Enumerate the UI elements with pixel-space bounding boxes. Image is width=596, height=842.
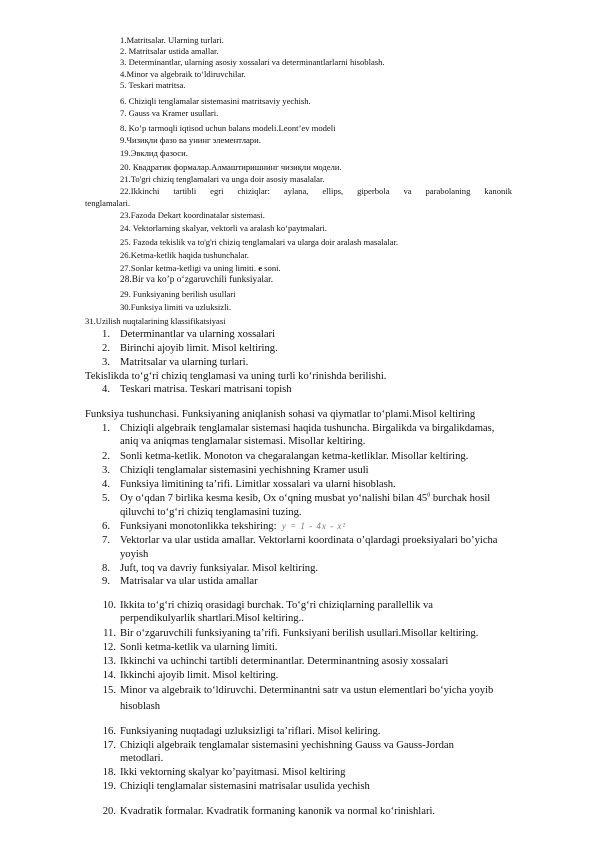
list-item: 2. Matritsalar ustida amallar. [120,46,219,56]
list-item: 30.Funksiya limiti va uzluksizli. [120,302,231,312]
list-item: 4.Minor va algebraik to’ldiruvchilar. [120,69,246,79]
list-item-continuation: metodlari. [120,753,164,764]
list-item-continuation: perpendikulyarlik shartlari.Misol keltiring.. [120,613,304,624]
list-item: 27.Sonlar ketma-ketligi va uning limiti. e soni. [120,263,281,273]
paragraph: Tekislikda to‘g‘ri chiziq tenglamasi va uning turli ko‘rinishda berilishi. [85,371,387,382]
list-item: 1.Matritsalar. Ularning turlari. [120,35,224,45]
list-item: 21.To'gri chiziq tenglamalari va unga doir asosiy masalalar. [120,174,325,184]
list-item: 3. Determinantlar, ularning asosiy xossalari va determinantlarlarni hisoblash. [120,57,385,67]
list-item: 26.Ketma-ketlik haqida tushunchalar. [120,250,249,260]
list-item: 6. Chiziqli tenglamalar sistemasini matritsaviy yechish. [120,96,311,106]
list-item: 19.Эвклид фазоси. [120,148,188,158]
list-item: 5. Teskari matritsa. [120,80,186,90]
list-item: 25. Fazoda tekislik va to'g'ri chiziq tenglamalari va ularga doir aralash masalalar. [120,237,399,247]
list-item: 31.Uzilish nuqtalarining klassifikatsiyasi [85,316,226,326]
list-item-continuation: qiluvchi to‘g‘ri chiziq tenglamasini tuzing. [120,507,302,518]
formula: y = 1 - 4x - x² [281,521,347,531]
paragraph: Funksiya tushunchasi. Funksiyaning aniqlanish sohasi va qiymatlar to‘plami.Misol keltiring [85,409,476,420]
list-item-continuation: yoyish [120,549,149,560]
list-item-continuation: hisoblash [120,701,161,712]
list-item: 20. Квадратик формалар.Алмаштиришнинг чизиқли модели. [120,162,342,172]
list-item: 22.Ikkinchi tartibli egri chiziqlar: aylana, ellips, giperbola va parabolaning kanonik [120,186,512,196]
list-item: 7. Gauss va Kramer usullari. [120,108,219,118]
list-item: 23.Fazoda Dekart koordinatalar sistemasi. [120,210,265,220]
list-item-continuation: aniq va aniqmas tenglamalar sistemasi. Misollar keltiring. [120,436,366,447]
list-item: 8. Ko’p tarmoqli iqtisod uchun balans modeli.Leont’ev modeli [120,123,336,133]
list-item-continuation: tenglamalari. [85,198,131,208]
list-item: 28.Bir va ko’p o‘zgaruvchili funksiyalar. [120,275,274,285]
document-page: 1.Matritsalar. Ularning turlari. 2. Matritsalar ustida amallar. 3. Determinantlar, ularning asosiy xossalari va determinantlarlarni hisoblash. 4.Minor va algebraik to’ldiruvchilar. 5. Teskari matritsa. 6. Chiziqli tenglamalar sistemasini matritsaviy yechish. 7. Gauss va Kramer usullari. 8. Ko’p tarmoqli iqtisod uchun balans modeli.Leont’ev modeli 9.Чизиқли фазо ва унинг элементлари. 19.Эвклид фазоси. 20. Квадратик формалар.Алмаштиришнинг чизиқли модели. 21.To'gri chiziq tenglamalari va unga doir asosiy masalalar. 22.Ikkinchi tartibli egri chiziqlar: aylana, ellips, giperbola va parabolaning kanonik tenglamalari. 23.Fazoda Dekart koordinatalar sistemasi. 24. Vektorlarning skalyar, vektorli va aralash ko‘paytmalari. 25. Fazoda tekislik va to'g'ri chiziq tenglamalari va ularga doir aralash masalalar. 26.Ketma-ketlik haqida tushunchalar. 27.Sonlar ketma-ketligi va uning limiti. e soni. 28.Bir va ko’p o‘zgaruvchili funksiyalar. 29. Funksiyaning berilish usullari 30.Funksiya limiti va uzluksizli. 31.Uzilish nuqtalarining klassifikatsiyasi 1. Determinantlar va ularning xossalari 2. Birinchi ajoyib limit. Misol keltiring. 3. Matritsalar va ularning turlari. Tekislikda to‘g‘ri chiziq tenglamasi va uning turli ko‘rinishda berilishi. 4. Teskari matrisa. Teskari matrisani topish Funksiya tushunchasi. Funksiyaning aniqlanish sohasi va qiymatlar to‘plami.Misol keltiring 1. Chiziqli algebraik tenglamalar sistemasi haqida tushuncha. Birgalikda va birgalikdamas, aniq va aniqmas tenglamalar sistemasi. Misollar keltiring. 2. Sonli ketma-ketlik. Monoton va chegaralangan ketma-ketliklar. Misollar keltiring. 3. Chiziqli tenglamalar sistemasini yechishning Kramer usuli 4. Funksiya limitining ta’rifi. Limitlar xossalari va ularni hisoblash. 5. Oy o‘qdan 7 birlika kesma kesib, Ox o‘qning musbat yo‘nalishi bilan $45^0$ burchak hosil qiluvchi to‘g‘ri chiziq tenglamasini tuzing. 6. Funksiyani monotonlikka tekshiring: y = 1 - 4x - x² 7. Vektorlar va ular ustida amallar. Vektorlarni koordinata o’qlardagi proeksiyalari bo’yicha yoyish 8. Juft, toq va davriy funksiyalar. Misol keltiring. 9. Matrisalar va ular ustida amallar 10. Ikkita to‘g‘ri chiziq orasidagi burchak. To‘g‘ri chiziqlarning parallellik va perpendikulyarlik shartlari.Misol keltiring.. 11. Bir o‘zgaruvchili funksiyaning ta’rifi. Funksiyani berilish usullari.Misollar keltiring. 12. Sonli ketma-ketlik va ularning limiti. 13. Ikkinchi va uchinchi tartibli determinantlar. Determinantning asosiy xossalari 14. Ikkinchi ajoyib limit. Misol keltiring. 15. Minor va algebraik to‘ldiruvchi. Determinantni satr va ustun elementlari bo‘yicha yoyib hisoblash 16. Funksiyaning nuqtadagi uzluksizligi ta’riflari. Misol keliring. 17. Chiziqli algebraik tenglamalar sistemasini yechishning Gauss va Gauss-Jordan metodlari. 18. Ikki vektorning skalyar ko’payitmasi. Misol keltiring 19. Chiziqli tenglamalar sistemasini matrisalar usulida yechish 20. Kvadratik formalar. Kvadratik formaning kanonik va normal ko‘rinishlari. [85,35,512,817]
list-item: 9.Чизиқли фазо ва унинг элементлари. [120,135,261,145]
list-item: 24. Vektorlarning skalyar, vektorli va aralash ko‘paytmalari. [120,223,327,233]
list-item: 29. Funksiyaning berilish usullari [120,289,236,299]
